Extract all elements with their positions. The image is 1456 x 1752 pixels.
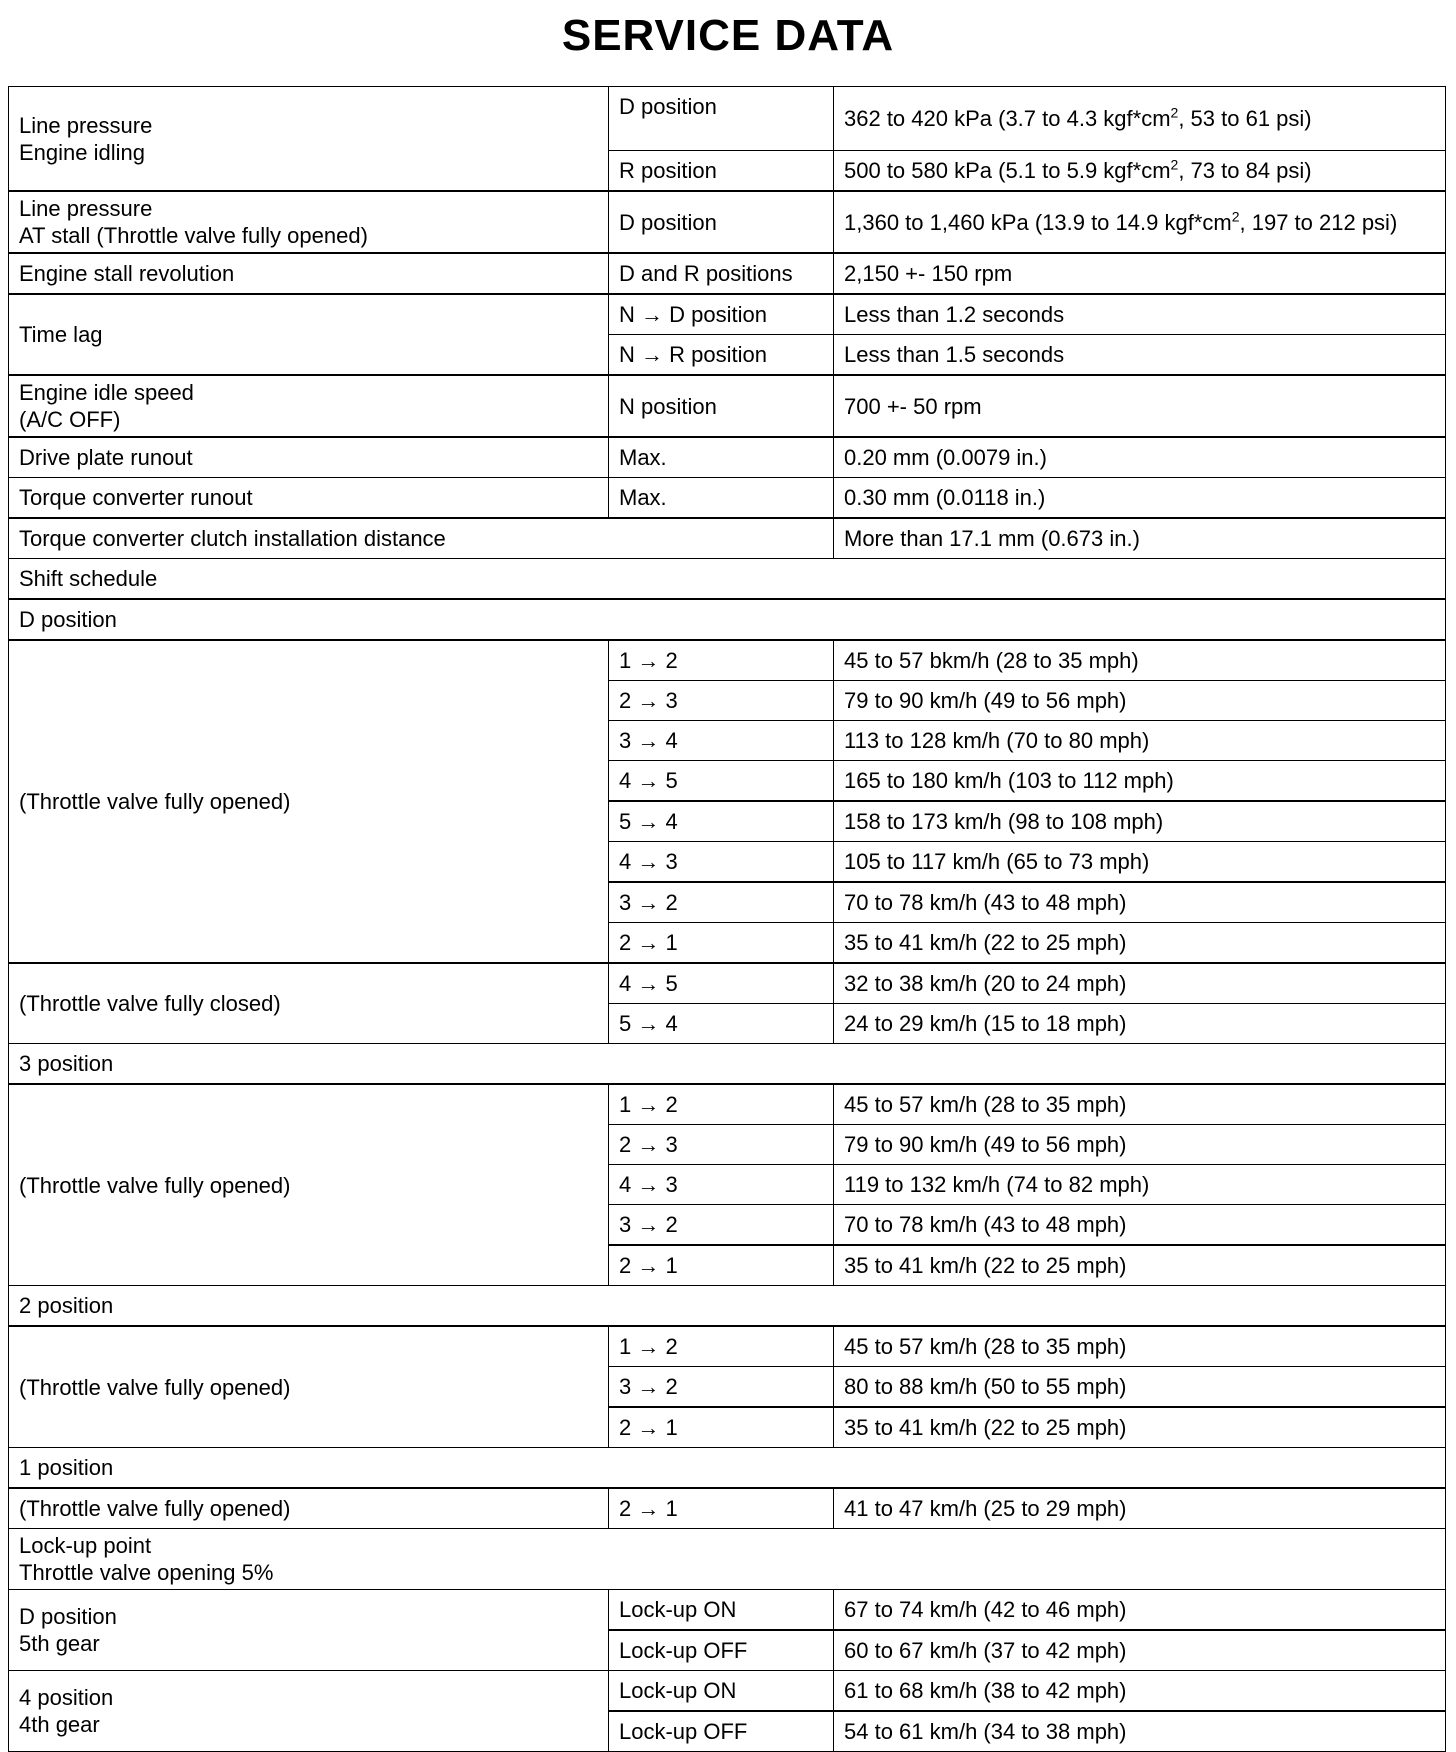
shift-cell: 1 → 2 bbox=[609, 1326, 834, 1367]
condition-cell: D position bbox=[609, 87, 834, 151]
row-label bbox=[9, 1671, 609, 1752]
row-label: Torque converter runout bbox=[9, 478, 609, 519]
value-cell: 500 to 580 kPa (5.1 to 5.9 $kgf*cm^2$, 73 to 84 psi) bbox=[834, 151, 1446, 192]
label-line: Lock-up point bbox=[19, 1533, 152, 1558]
table-row bbox=[9, 253, 1446, 294]
value-cell: 45 to 57 bkm/h (28 to 35 mph) bbox=[834, 640, 1446, 681]
shift-cell: 3 → 2 bbox=[609, 1367, 834, 1408]
section-heading: Shift schedule bbox=[9, 559, 1446, 600]
table-row bbox=[9, 1326, 1446, 1367]
table-row bbox=[9, 191, 1446, 253]
row-label bbox=[9, 87, 609, 192]
value-cell: 60 to 67 km/h (37 to 42 mph) bbox=[834, 1630, 1446, 1671]
value-cell: 45 to 57 km/h (28 to 35 mph) bbox=[834, 1084, 1446, 1125]
value-cell: 54 to 61 km/h (34 to 38 mph) bbox=[834, 1711, 1446, 1752]
table-row bbox=[9, 963, 1446, 1004]
label-line: 5th gear bbox=[19, 1631, 100, 1656]
value-cell: 2,150 +- 150 rpm bbox=[834, 253, 1446, 294]
label-line: 4 position bbox=[19, 1685, 114, 1710]
value-cell: 0.30 mm (0.0118 in.) bbox=[834, 478, 1446, 519]
shift-cell: 2 → 3 bbox=[609, 1125, 834, 1165]
label-line: Engine idling bbox=[19, 139, 145, 165]
section-heading: 1 position bbox=[9, 1448, 1446, 1489]
section-heading bbox=[9, 1529, 1446, 1590]
row-label bbox=[9, 1590, 609, 1671]
label-line: 4th gear bbox=[19, 1712, 100, 1737]
section-row bbox=[9, 1044, 1446, 1085]
condition-cell: Lock-up ON bbox=[609, 1590, 834, 1631]
condition-cell: D position bbox=[609, 191, 834, 253]
value-cell: 79 to 90 km/h (49 to 56 mph) bbox=[834, 1125, 1446, 1165]
value-cell: 80 to 88 km/h (50 to 55 mph) bbox=[834, 1367, 1446, 1408]
value-cell: More than 17.1 mm (0.673 in.) bbox=[834, 518, 1446, 559]
value-cell: 70 to 78 km/h (43 to 48 mph) bbox=[834, 882, 1446, 923]
row-label: Drive plate runout bbox=[9, 437, 609, 478]
value-cell: 113 to 128 km/h (70 to 80 mph) bbox=[834, 721, 1446, 761]
section-row bbox=[9, 1448, 1446, 1489]
row-label: Torque converter clutch installation distance bbox=[9, 518, 834, 559]
condition-cell: Max. bbox=[609, 478, 834, 519]
shift-cell: 5 → 4 bbox=[609, 1004, 834, 1044]
section-row bbox=[9, 1529, 1446, 1590]
table-row bbox=[9, 375, 1446, 437]
condition-cell: D and R positions bbox=[609, 253, 834, 294]
shift-cell: 2 → 1 bbox=[609, 1245, 834, 1286]
section-row bbox=[9, 559, 1446, 600]
value-cell: 105 to 117 km/h (65 to 73 mph) bbox=[834, 842, 1446, 883]
row-label: (Throttle valve fully opened) bbox=[9, 1084, 609, 1286]
row-label bbox=[9, 375, 609, 437]
value-cell: 35 to 41 km/h (22 to 25 mph) bbox=[834, 1407, 1446, 1448]
label-line: Line pressure bbox=[19, 196, 153, 221]
service-data-table bbox=[8, 86, 1446, 1752]
label-line: AT stall (Throttle valve fully opened) bbox=[19, 223, 368, 248]
value-cell: 24 to 29 km/h (15 to 18 mph) bbox=[834, 1004, 1446, 1044]
value-cell: 70 to 78 km/h (43 to 48 mph) bbox=[834, 1205, 1446, 1246]
value-cell: 0.20 mm (0.0079 in.) bbox=[834, 437, 1446, 478]
condition-cell: Lock-up OFF bbox=[609, 1630, 834, 1671]
row-label: Time lag bbox=[9, 294, 609, 375]
row-label: Engine stall revolution bbox=[9, 253, 609, 294]
value-cell: 119 to 132 km/h (74 to 82 mph) bbox=[834, 1165, 1446, 1205]
value-cell: 158 to 173 km/h (98 to 108 mph) bbox=[834, 801, 1446, 842]
page-title: SERVICE DATA bbox=[561, 11, 895, 60]
table-row bbox=[9, 437, 1446, 478]
value-cell: 79 to 90 km/h (49 to 56 mph) bbox=[834, 681, 1446, 721]
shift-cell: 2 → 1 bbox=[609, 1488, 834, 1529]
condition-cell: Max. bbox=[609, 437, 834, 478]
shift-cell: 4 → 5 bbox=[609, 963, 834, 1004]
label-line: Throttle valve opening 5% bbox=[19, 1560, 274, 1585]
table-row bbox=[9, 640, 1446, 681]
shift-cell: 2 → 1 bbox=[609, 1407, 834, 1448]
shift-cell: 4 → 3 bbox=[609, 1165, 834, 1205]
value-cell: 35 to 41 km/h (22 to 25 mph) bbox=[834, 1245, 1446, 1286]
value-cell: 67 to 74 km/h (42 to 46 mph) bbox=[834, 1590, 1446, 1631]
shift-cell: 3 → 4 bbox=[609, 721, 834, 761]
value-cell: 1,360 to 1,460 kPa (13.9 to 14.9 $kgf*cm^2$, 197 to 212 psi) bbox=[834, 191, 1446, 253]
table-row bbox=[9, 87, 1446, 151]
section-heading: 2 position bbox=[9, 1286, 1446, 1327]
value-cell: 32 to 38 km/h (20 to 24 mph) bbox=[834, 963, 1446, 1004]
value-cell: 362 to 420 kPa (3.7 to 4.3 $kgf*cm^2$, 53 to 61 psi) bbox=[834, 87, 1446, 151]
value-cell: Less than 1.2 seconds bbox=[834, 294, 1446, 335]
shift-cell: 2 → 1 bbox=[609, 923, 834, 964]
shift-cell: 1 → 2 bbox=[609, 640, 834, 681]
value-cell: 35 to 41 km/h (22 to 25 mph) bbox=[834, 923, 1446, 964]
section-heading: D position bbox=[9, 599, 1446, 640]
shift-cell: 3 → 2 bbox=[609, 882, 834, 923]
condition-cell: R position bbox=[609, 151, 834, 192]
row-label: (Throttle valve fully closed) bbox=[9, 963, 609, 1044]
section-row bbox=[9, 599, 1446, 640]
value-cell: Less than 1.5 seconds bbox=[834, 335, 1446, 376]
condition-cell: Lock-up ON bbox=[609, 1671, 834, 1712]
condition-cell: N → D position bbox=[609, 294, 834, 335]
row-label: (Throttle valve fully opened) bbox=[9, 1326, 609, 1448]
condition-cell: Lock-up OFF bbox=[609, 1711, 834, 1752]
table-row bbox=[9, 518, 1446, 559]
table-row bbox=[9, 478, 1446, 519]
value-cell: 165 to 180 km/h (103 to 112 mph) bbox=[834, 761, 1446, 802]
label-line: Line pressure bbox=[19, 112, 153, 138]
table-row bbox=[9, 1590, 1446, 1631]
table-row bbox=[9, 1084, 1446, 1125]
table-row bbox=[9, 294, 1446, 335]
row-label bbox=[9, 191, 609, 253]
table-row bbox=[9, 1488, 1446, 1529]
row-label: (Throttle valve fully opened) bbox=[9, 1488, 609, 1529]
table-row bbox=[9, 1671, 1446, 1712]
section-row bbox=[9, 1286, 1446, 1327]
label-line: D position bbox=[19, 1604, 117, 1629]
condition-cell: N position bbox=[609, 375, 834, 437]
row-label: (Throttle valve fully opened) bbox=[9, 640, 609, 963]
shift-cell: 1 → 2 bbox=[609, 1084, 834, 1125]
label-line: Engine idle speed bbox=[19, 380, 194, 405]
shift-cell: 4 → 3 bbox=[609, 842, 834, 883]
value-cell: 41 to 47 km/h (25 to 29 mph) bbox=[834, 1488, 1446, 1529]
shift-cell: 4 → 5 bbox=[609, 761, 834, 802]
shift-cell: 5 → 4 bbox=[609, 801, 834, 842]
shift-cell: 2 → 3 bbox=[609, 681, 834, 721]
condition-cell: N → R position bbox=[609, 335, 834, 376]
value-cell: 45 to 57 km/h (28 to 35 mph) bbox=[834, 1326, 1446, 1367]
section-heading: 3 position bbox=[9, 1044, 1446, 1085]
label-line: (A/C OFF) bbox=[19, 407, 121, 432]
value-cell: 61 to 68 km/h (38 to 42 mph) bbox=[834, 1671, 1446, 1712]
value-cell: 700 +- 50 rpm bbox=[834, 375, 1446, 437]
shift-cell: 3 → 2 bbox=[609, 1205, 834, 1246]
